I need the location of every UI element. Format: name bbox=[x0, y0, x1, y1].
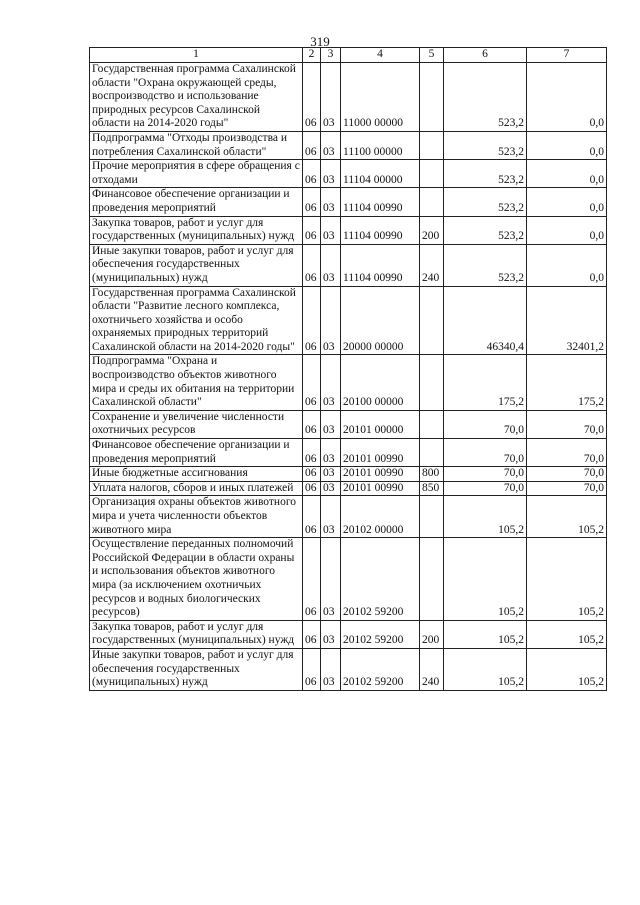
row-amount-year-1: 105,2 bbox=[444, 538, 527, 621]
row-section: 06 bbox=[303, 410, 321, 438]
row-expense-type bbox=[420, 160, 444, 188]
row-target-article: 20102 00000 bbox=[341, 496, 420, 538]
column-header-3: 3 bbox=[321, 48, 341, 63]
row-amount-year-2: 105,2 bbox=[527, 620, 607, 648]
row-section: 06 bbox=[303, 648, 321, 690]
row-name: Иные закупки товаров, работ и услуг для обеспечения государственных (муниципальных) нужд bbox=[90, 648, 303, 690]
row-subsection: 03 bbox=[321, 496, 341, 538]
row-section: 06 bbox=[303, 131, 321, 159]
table-row bbox=[90, 538, 607, 621]
column-header-7: 7 bbox=[527, 48, 607, 63]
row-expense-type: 200 bbox=[420, 620, 444, 648]
row-amount-year-2: 0,0 bbox=[527, 244, 607, 286]
row-section: 06 bbox=[303, 467, 321, 482]
row-section: 06 bbox=[303, 160, 321, 188]
row-amount-year-2: 70,0 bbox=[527, 439, 607, 467]
row-amount-year-2: 0,0 bbox=[527, 63, 607, 132]
column-header-2: 2 bbox=[303, 48, 321, 63]
row-subsection: 03 bbox=[321, 467, 341, 482]
row-target-article: 20102 59200 bbox=[341, 648, 420, 690]
row-target-article: 20000 00000 bbox=[341, 286, 420, 355]
row-subsection: 03 bbox=[321, 481, 341, 496]
row-target-article: 20102 59200 bbox=[341, 538, 420, 621]
row-target-article: 20101 00000 bbox=[341, 410, 420, 438]
table-row bbox=[90, 188, 607, 216]
header-row bbox=[90, 48, 607, 63]
row-section: 06 bbox=[303, 481, 321, 496]
row-subsection: 03 bbox=[321, 410, 341, 438]
row-amount-year-2: 105,2 bbox=[527, 648, 607, 690]
row-amount-year-2: 175,2 bbox=[527, 355, 607, 410]
row-amount-year-1: 523,2 bbox=[444, 160, 527, 188]
row-target-article: 11104 00990 bbox=[341, 188, 420, 216]
row-name: Сохранение и увеличение численности охотничьих ресурсов bbox=[90, 410, 303, 438]
row-subsection: 03 bbox=[321, 648, 341, 690]
row-name: Организация охраны объектов животного мира и учета численности объектов животного мира bbox=[90, 496, 303, 538]
row-section: 06 bbox=[303, 286, 321, 355]
row-subsection: 03 bbox=[321, 439, 341, 467]
row-amount-year-1: 105,2 bbox=[444, 496, 527, 538]
row-section: 06 bbox=[303, 496, 321, 538]
row-name: Осуществление переданных полномочий Российской Федерации в области охраны и использования объектов животного мира (за исключением охотничьих ресурсов и водных биологических ресурсов) bbox=[90, 538, 303, 621]
row-section: 06 bbox=[303, 216, 321, 244]
row-subsection: 03 bbox=[321, 131, 341, 159]
row-expense-type bbox=[420, 286, 444, 355]
row-section: 06 bbox=[303, 355, 321, 410]
row-amount-year-2: 105,2 bbox=[527, 538, 607, 621]
row-target-article: 11100 00000 bbox=[341, 131, 420, 159]
row-amount-year-2: 0,0 bbox=[527, 160, 607, 188]
row-amount-year-1: 70,0 bbox=[444, 439, 527, 467]
row-section: 06 bbox=[303, 538, 321, 621]
row-expense-type: 800 bbox=[420, 467, 444, 482]
row-subsection: 03 bbox=[321, 63, 341, 132]
row-name: Закупка товаров, работ и услуг для государственных (муниципальных) нужд bbox=[90, 620, 303, 648]
table-row bbox=[90, 496, 607, 538]
row-subsection: 03 bbox=[321, 620, 341, 648]
row-subsection: 03 bbox=[321, 244, 341, 286]
page-number: 319 bbox=[310, 34, 330, 49]
table-row bbox=[90, 620, 607, 648]
row-expense-type: 240 bbox=[420, 648, 444, 690]
row-amount-year-1: 523,2 bbox=[444, 188, 527, 216]
row-subsection: 03 bbox=[321, 286, 341, 355]
row-expense-type bbox=[420, 355, 444, 410]
row-amount-year-2: 0,0 bbox=[527, 131, 607, 159]
table-row bbox=[90, 648, 607, 690]
row-name: Иные закупки товаров, работ и услуг для обеспечения государственных (муниципальных) нужд bbox=[90, 244, 303, 286]
row-target-article: 20100 00000 bbox=[341, 355, 420, 410]
table-row bbox=[90, 410, 607, 438]
row-expense-type bbox=[420, 410, 444, 438]
row-section: 06 bbox=[303, 188, 321, 216]
row-amount-year-2: 70,0 bbox=[527, 467, 607, 482]
row-name: Государственная программа Сахалинской области "Охрана окружающей среды, воспроизводство и использование природных ресурсов Сахалинской области на 2014-2020 годы" bbox=[90, 63, 303, 132]
row-section: 06 bbox=[303, 620, 321, 648]
row-target-article: 20101 00990 bbox=[341, 439, 420, 467]
row-amount-year-2: 32401,2 bbox=[527, 286, 607, 355]
table-row bbox=[90, 216, 607, 244]
row-amount-year-1: 523,2 bbox=[444, 244, 527, 286]
row-name: Закупка товаров, работ и услуг для государственных (муниципальных) нужд bbox=[90, 216, 303, 244]
row-amount-year-1: 105,2 bbox=[444, 648, 527, 690]
row-expense-type bbox=[420, 63, 444, 132]
row-name: Подпрограмма "Охрана и воспроизводство объектов животного мира и среды их обитания на территории Сахалинской области" bbox=[90, 355, 303, 410]
table-row bbox=[90, 244, 607, 286]
row-amount-year-1: 175,2 bbox=[444, 355, 527, 410]
row-subsection: 03 bbox=[321, 188, 341, 216]
row-amount-year-1: 46340,4 bbox=[444, 286, 527, 355]
table-row bbox=[90, 286, 607, 355]
row-name: Иные бюджетные ассигнования bbox=[90, 467, 303, 482]
row-name: Финансовое обеспечение организации и проведения мероприятий bbox=[90, 188, 303, 216]
table-row bbox=[90, 355, 607, 410]
row-expense-type: 850 bbox=[420, 481, 444, 496]
row-amount-year-1: 70,0 bbox=[444, 410, 527, 438]
row-amount-year-2: 70,0 bbox=[527, 410, 607, 438]
column-header-6: 6 bbox=[444, 48, 527, 63]
row-expense-type bbox=[420, 131, 444, 159]
table-row bbox=[90, 439, 607, 467]
budget-table bbox=[89, 47, 607, 691]
row-expense-type bbox=[420, 496, 444, 538]
row-target-article: 11000 00000 bbox=[341, 63, 420, 132]
row-amount-year-1: 105,2 bbox=[444, 620, 527, 648]
row-amount-year-1: 523,2 bbox=[444, 63, 527, 132]
table-row bbox=[90, 467, 607, 482]
row-target-article: 11104 00000 bbox=[341, 160, 420, 188]
row-expense-type bbox=[420, 439, 444, 467]
row-section: 06 bbox=[303, 63, 321, 132]
row-amount-year-2: 0,0 bbox=[527, 216, 607, 244]
row-amount-year-1: 523,2 bbox=[444, 216, 527, 244]
row-name: Уплата налогов, сборов и иных платежей bbox=[90, 481, 303, 496]
row-amount-year-1: 523,2 bbox=[444, 131, 527, 159]
row-target-article: 20102 59200 bbox=[341, 620, 420, 648]
row-name: Государственная программа Сахалинской области "Развитие лесного комплекса, охотничьего хозяйства и особо охраняемых природных территорий Сахалинской области на 2014-2020 годы" bbox=[90, 286, 303, 355]
row-expense-type bbox=[420, 538, 444, 621]
table-row bbox=[90, 131, 607, 159]
row-section: 06 bbox=[303, 439, 321, 467]
row-name: Подпрограмма "Отходы производства и потребления Сахалинской области" bbox=[90, 131, 303, 159]
row-target-article: 11104 00990 bbox=[341, 244, 420, 286]
table-row bbox=[90, 481, 607, 496]
row-subsection: 03 bbox=[321, 216, 341, 244]
column-header-4: 4 bbox=[341, 48, 420, 63]
row-target-article: 20101 00990 bbox=[341, 481, 420, 496]
table-row bbox=[90, 63, 607, 132]
row-subsection: 03 bbox=[321, 538, 341, 621]
column-header-5: 5 bbox=[420, 48, 444, 63]
row-name: Прочие мероприятия в сфере обращения с отходами bbox=[90, 160, 303, 188]
row-amount-year-1: 70,0 bbox=[444, 481, 527, 496]
row-subsection: 03 bbox=[321, 160, 341, 188]
row-expense-type: 240 bbox=[420, 244, 444, 286]
row-expense-type: 200 bbox=[420, 216, 444, 244]
row-subsection: 03 bbox=[321, 355, 341, 410]
row-amount-year-1: 70,0 bbox=[444, 467, 527, 482]
row-amount-year-2: 105,2 bbox=[527, 496, 607, 538]
row-target-article: 20101 00990 bbox=[341, 467, 420, 482]
row-expense-type bbox=[420, 188, 444, 216]
table-row bbox=[90, 160, 607, 188]
row-amount-year-2: 70,0 bbox=[527, 481, 607, 496]
row-section: 06 bbox=[303, 244, 321, 286]
row-name: Финансовое обеспечение организации и проведения мероприятий bbox=[90, 439, 303, 467]
column-header-1: 1 bbox=[90, 48, 303, 63]
row-target-article: 11104 00990 bbox=[341, 216, 420, 244]
row-amount-year-2: 0,0 bbox=[527, 188, 607, 216]
